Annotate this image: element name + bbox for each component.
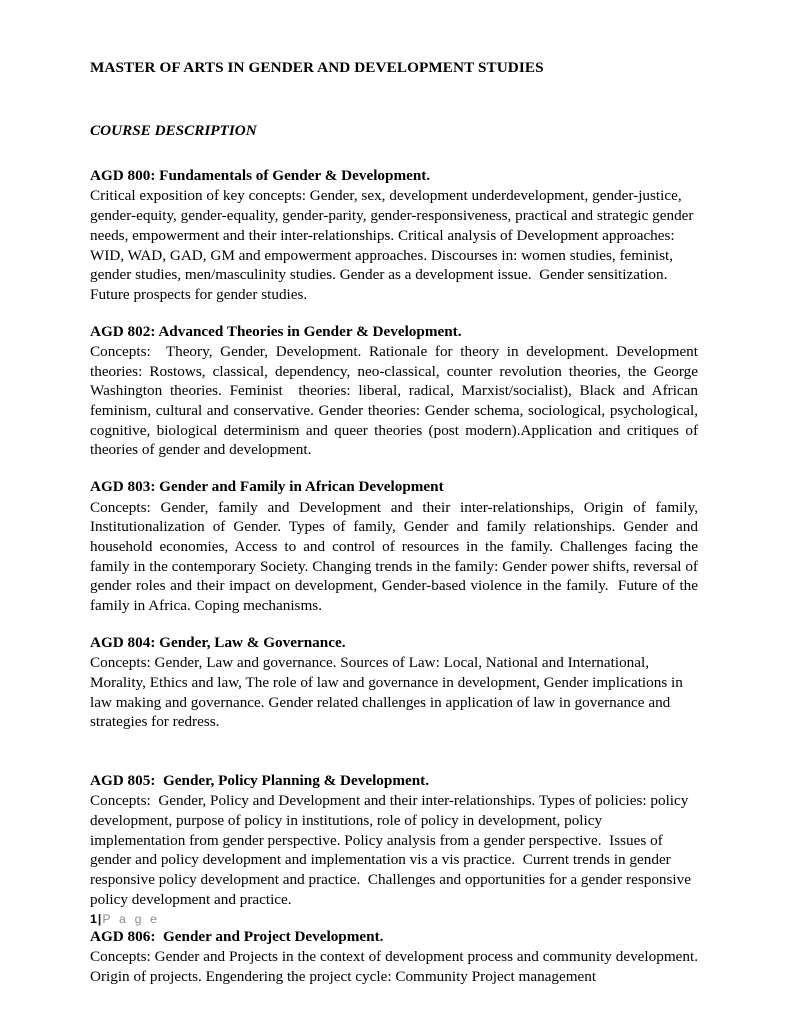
course-title: AGD 803: Gender and Family in African Development: [90, 478, 444, 496]
course-description-text: Critical exposition of key concepts: Gender, sex, development underdevelopment, gender-justice, gender-equity, gender-equality, gender-parity, gender-responsiveness, practical and strategic gender needs, empowerment and their inter-relationships. Critical analysis of Development approaches: WID, WAD, GAD, GM and empowerment approaches. Discourses in: women studies, feminist, gender studies, men/masculinity studies. Gender as a development issue. Gender sensitization. Future prospects for gender studies.: [90, 187, 698, 303]
course-title: AGD 804: Gender, Law & Governance.: [90, 633, 346, 651]
course-title: AGD 800: Fundamentals of Gender & Development.: [90, 167, 431, 184]
footer-page-label: P a g e: [102, 912, 160, 926]
course-spacer: [90, 910, 698, 927]
footer-page-number: 1: [90, 912, 97, 926]
section-heading-course-description: COURSE DESCRIPTION: [90, 122, 257, 139]
course-description-text: Concepts: Gender, Policy and Development and their inter-relationships. Types of policies: policy development, purpose of policy in institutions, role of policy in development, policy implementation from gender perspective. Policy analysis from a gender perspective. Issues of gender and policy development and implementation vis a vis practice. Current trends in gender responsive policy development and practice. Challenges and opportunities for a gender responsive policy development and practice.: [90, 792, 695, 908]
page-footer: [90, 912, 160, 927]
course-spacer: [90, 305, 698, 322]
course-description-text: Concepts: Theory, Gender, Development. Rationale for theory in development. Development theories: Rostows, classical, dependency, neo-classical, counter revolution theories, the George Washington theories. Feminist theories: liberal, radical, Marxist/socialist), Black and African feminism, cultural and conservative. Gender theories: Gender schema, sociological, psychological, cognitive, biological determinism and queer theories (post modern).Application and critiques of theories of gender and development.: [90, 343, 702, 459]
course-title: AGD 802: Advanced Theories in Gender & Development.: [90, 322, 462, 340]
title-spacer: [90, 77, 698, 121]
course-entry-agd-800: [90, 166, 698, 305]
course-description-text: Concepts: Gender, family and Development and their inter-relationships, Origin of family, Institutionalization of Gender. Types of family, Gender and family relationships. Gender and household economies, Access to and control of resources in the family. Challenges facing the family in the contemporary Society. Changing trends in the family: Gender power shifts, reversal of gender roles and their impact on development, Gender-based violence in the family. Future of the family in Africa. Coping mechanisms.: [90, 498, 702, 615]
course-entry-agd-803: [90, 477, 702, 616]
course-spacer: [90, 460, 698, 477]
course-title: AGD 806: Gender and Project Development.: [90, 927, 384, 945]
page-title: MASTER OF ARTS IN GENDER AND DEVELOPMENT STUDIES: [90, 59, 544, 76]
footer-separator: |: [97, 912, 102, 926]
document-content: [90, 58, 702, 986]
course-spacer: [90, 616, 698, 633]
course-spacer-large: [90, 732, 698, 771]
course-description-text: Concepts: Gender, Law and governance. Sources of Law: Local, National and International, Morality, Ethics and law, The role of law and governance in development, Gender implications in law making and governance. Gender related challenges in application of law in governance and strategies for redress.: [90, 654, 687, 731]
course-description-text: Concepts: Gender and Projects in the context of development process and community development. Origin of projects. Engendering the project cycle: Community Project management: [90, 947, 702, 985]
course-entry-agd-806: [90, 927, 702, 987]
course-entry-agd-802: [90, 322, 702, 461]
course-entry-agd-804: [90, 633, 698, 732]
section-spacer: [90, 140, 698, 166]
course-title: AGD 805: Gender, Policy Planning & Development.: [90, 771, 430, 789]
course-entry-agd-805: [90, 771, 698, 910]
